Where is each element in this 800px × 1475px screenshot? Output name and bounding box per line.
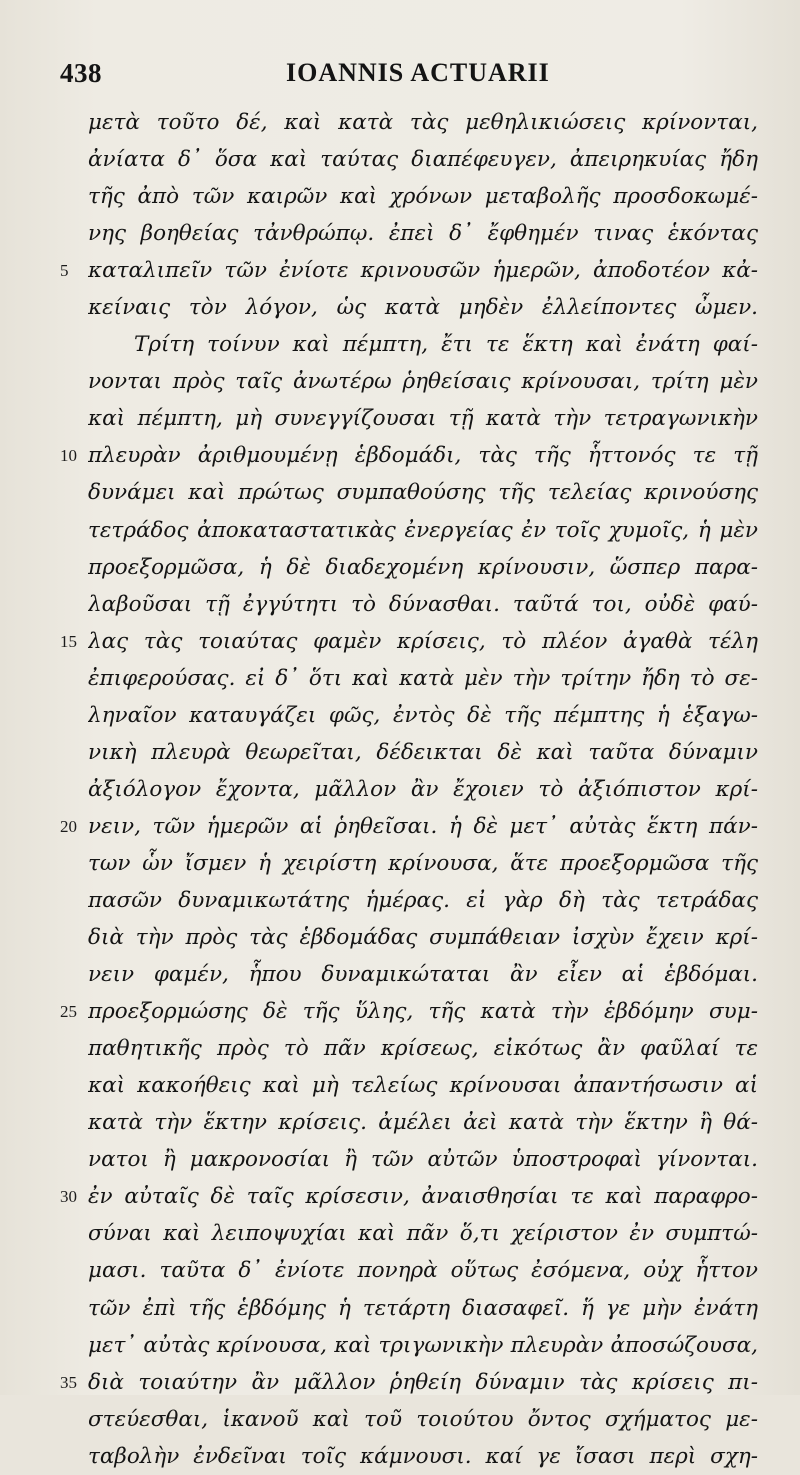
text-line xyxy=(60,623,760,660)
line-text: καὶ πέμπτη, μὴ συνεγγίζουσαι τῇ κατὰ τὴν τετραγωνικὴν xyxy=(88,406,758,432)
line-text: διὰ τὴν πρὸς τὰς ἑβδομάδας συμπάθειαν ἰσχὺν ἔχειν κρί- xyxy=(88,925,758,951)
line-text: προεξορμῶσα, ἡ δὲ διαδεχομένη κρίνουσιν, ὥσπερ παρα- xyxy=(88,554,758,580)
text-line xyxy=(60,956,760,993)
line-text: διὰ τοιαύτην ἂν μᾶλλον ῥηθείη δύναμιν τὰς κρίσεις πι- xyxy=(88,1369,758,1395)
text-line xyxy=(60,1401,760,1438)
line-text: σύναι καὶ λειποψυχίαι καὶ πᾶν ὅ,τι χείριστον ἐν συμπτώ- xyxy=(88,1221,758,1247)
text-line xyxy=(60,1438,760,1475)
text-line xyxy=(60,660,760,697)
text-line xyxy=(60,141,760,178)
line-number: 5 xyxy=(60,261,69,281)
line-text: των ὧν ἴσμεν ἡ χειρίστη κρίνουσα, ἅτε προεξορμῶσα τῆς xyxy=(88,850,758,876)
text-line xyxy=(60,734,760,771)
line-number: 20 xyxy=(60,816,77,836)
text-line xyxy=(60,400,760,437)
line-number: 10 xyxy=(60,446,77,466)
line-text: κείναις τὸν λόγον, ὡς κατὰ μηδὲν ἐλλείποντες ὦμεν. xyxy=(88,295,758,321)
line-text: πλευρὰν ἀριθμουμένῃ ἑβδομάδι, τὰς τῆς ἧττονός τε τῇ xyxy=(88,443,758,469)
line-text: προεξορμώσης δὲ τῆς ὕλης, τῆς κατὰ τὴν ἑβδόμην συμ- xyxy=(88,999,758,1025)
line-text: ληναῖον καταυγάζει φῶς, ἐντὸς δὲ τῆς πέμπτης ἡ ἑξαγω- xyxy=(88,702,758,728)
line-text: λας τὰς τοιαύτας φαμὲν κρίσεις, τὸ πλέον ἀγαθὰ τέλη xyxy=(88,628,758,654)
line-text: μετ᾽ αὐτὰς κρίνουσα, καὶ τριγωνικὴν πλευρὰν ἀποσώζουσα, xyxy=(88,1332,758,1358)
line-text: πασῶν δυναμικωτάτης ἡμέρας. εἰ γὰρ δὴ τὰς τετράδας xyxy=(88,887,758,913)
line-text: νειν φαμέν, ἧπου δυναμικώταται ἂν εἶεν αἱ ἑβδόμαι. xyxy=(88,962,758,988)
line-text: ἐν αὐταῖς δὲ ταῖς κρίσεσιν, ἀναισθησίαι τε καὶ παραφρο- xyxy=(88,1184,758,1210)
line-text: νειν, τῶν ἡμερῶν αἱ ῥηθεῖσαι. ἡ δὲ μετ᾽ αὐτὰς ἕκτη πάν- xyxy=(88,813,758,839)
text-line xyxy=(60,549,760,586)
line-text: παθητικῆς πρὸς τὸ πᾶν κρίσεως, εἰκότως ἂν φαῦλαί τε xyxy=(88,1036,758,1062)
line-text: τῶν ἐπὶ τῆς ἑβδόμης ἡ τετάρτη διασαφεῖ. ἥ γε μὴν ἐνάτη xyxy=(88,1295,758,1321)
text-line xyxy=(60,808,760,845)
text-line xyxy=(60,289,760,326)
text-line xyxy=(60,437,760,474)
line-text: κατὰ τὴν ἕκτην κρίσεις. ἀμέλει ἀεὶ κατὰ τὴν ἕκτην ἢ θά- xyxy=(88,1110,758,1136)
line-text: δυνάμει καὶ πρώτως συμπαθούσης τῆς τελείας κρινούσης xyxy=(88,480,758,506)
text-line xyxy=(60,1067,760,1104)
line-number: 35 xyxy=(60,1372,77,1392)
text-line xyxy=(60,1215,760,1252)
text-line xyxy=(60,1252,760,1289)
line-number: 25 xyxy=(60,1002,77,1022)
text-line xyxy=(60,697,760,734)
text-line xyxy=(60,1327,760,1364)
text-line xyxy=(60,771,760,808)
text-line xyxy=(60,326,760,363)
text-line xyxy=(60,919,760,956)
text-line xyxy=(60,1104,760,1141)
greek-text-body xyxy=(60,104,760,1475)
line-text: ἀνίατα δ᾽ ὅσα καὶ ταύτας διαπέφευγεν, ἀπειρηκυίας ἤδη xyxy=(88,147,758,173)
text-line xyxy=(60,474,760,511)
text-line xyxy=(60,586,760,623)
text-line xyxy=(60,512,760,549)
line-text: τετράδος ἀποκαταστατικὰς ἐνεργείας ἐν τοῖς χυμοῖς, ἡ μὲν xyxy=(88,517,758,543)
text-line xyxy=(60,215,760,252)
line-text: νης βοηθείας τἀνθρώπῳ. ἐπεὶ δ᾽ ἔφθημέν τινας ἑκόντας xyxy=(88,221,758,247)
line-text: μασι. ταῦτα δ᾽ ἐνίοτε πονηρὰ οὕτως ἐσόμενα, οὐχ ἧττον xyxy=(88,1258,758,1284)
line-text: μετὰ τοῦτο δέ, καὶ κατὰ τὰς μεθηλικιώσεις κρίνονται, xyxy=(88,110,758,135)
line-text: νονται πρὸς ταῖς ἀνωτέρω ῥηθείσαις κρίνουσαι, τρίτη μὲν xyxy=(88,369,758,395)
text-line xyxy=(60,882,760,919)
text-line xyxy=(60,993,760,1030)
page-number: 438 xyxy=(60,58,102,88)
text-line xyxy=(60,363,760,400)
line-text: ταβολὴν ἐνδεῖναι τοῖς κάμνουσι. καί γε ἴσασι περὶ σχη- xyxy=(88,1443,758,1469)
line-text: τῆς ἀπὸ τῶν καιρῶν καὶ χρόνων μεταβολῆς προσδοκωμέ- xyxy=(88,184,758,210)
line-text: νικὴ πλευρὰ θεωρεῖται, δέδεικται δὲ καὶ ταῦτα δύναμιν xyxy=(88,739,758,765)
line-text: καὶ κακοήθεις καὶ μὴ τελείως κρίνουσαι ἀπαντήσωσιν αἱ xyxy=(88,1073,758,1099)
line-number: 30 xyxy=(60,1187,77,1207)
text-line xyxy=(60,1030,760,1067)
text-line xyxy=(60,252,760,289)
line-text: νατοι ἢ μακρονοσίαι ἢ τῶν αὐτῶν ὑποστροφαὶ γίνονται. xyxy=(88,1147,758,1173)
line-text: ἐπιφερούσας. εἰ δ᾽ ὅτι καὶ κατὰ μὲν τὴν τρίτην ἤδη τὸ σε- xyxy=(88,665,758,691)
text-line xyxy=(60,1290,760,1327)
running-head xyxy=(0,52,800,92)
text-line xyxy=(60,1364,760,1401)
text-line xyxy=(60,845,760,882)
line-text: καταλιπεῖν τῶν ἐνίοτε κρινουσῶν ἡμερῶν, ἀποδοτέον κἀ- xyxy=(88,258,758,284)
line-text: ἀξιόλογον ἔχοντα, μᾶλλον ἂν ἔχοιεν τὸ ἀξιόπιστον κρί- xyxy=(88,776,758,802)
running-title: IOANNIS ACTUARII xyxy=(286,58,550,87)
text-line xyxy=(60,104,760,141)
line-text: λαβοῦσαι τῇ ἐγγύτητι τὸ δύνασθαι. ταῦτά τοι, οὐδὲ φαύ- xyxy=(88,591,758,617)
line-text: Τρίτη τοίνυν καὶ πέμπτη, ἔτι τε ἕκτη καὶ ἐνάτη φαί- xyxy=(134,332,758,358)
text-line xyxy=(60,1178,760,1215)
text-line xyxy=(60,1141,760,1178)
line-number: 15 xyxy=(60,631,77,651)
text-line xyxy=(60,178,760,215)
line-text: στεύεσθαι, ἱκανοῦ καὶ τοῦ τοιούτου ὄντος σχήματος με- xyxy=(88,1406,758,1432)
